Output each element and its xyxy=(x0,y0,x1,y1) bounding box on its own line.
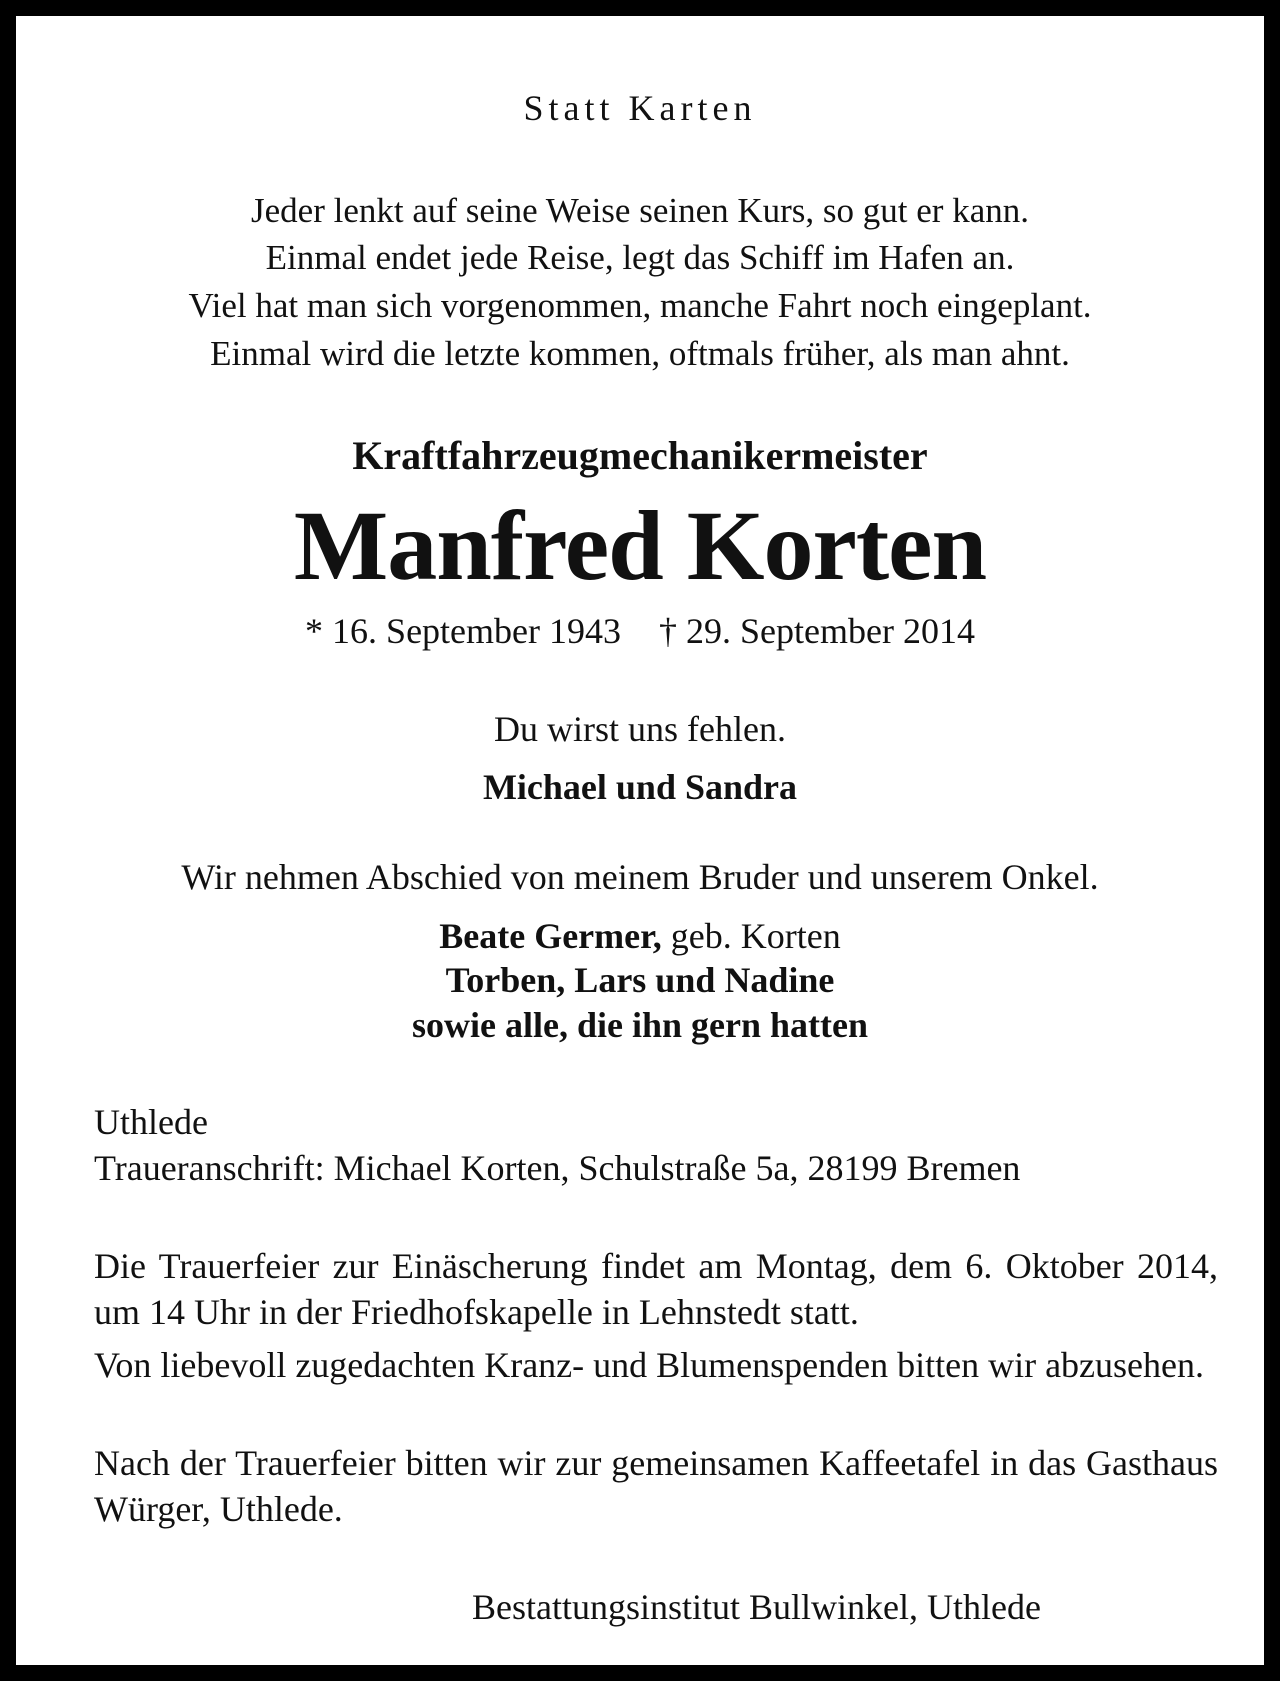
town: Uthlede xyxy=(94,1102,208,1142)
mourners-2-line-1 xyxy=(16,918,1264,954)
mourning-address: Traueranschrift: Michael Korten, Schulstraße 5a, 28199 Bremen xyxy=(94,1148,1021,1188)
address-block xyxy=(94,1099,1218,1191)
mourners-2-line-3: sowie alle, die ihn gern hatten xyxy=(412,1005,868,1045)
poem-line-4: Einmal wird die letzte kommen, oftmals früher, als man ahnt. xyxy=(210,334,1070,373)
deceased-name: Manfred Korten xyxy=(293,490,987,601)
mourner-maiden-name: geb. Korten xyxy=(661,916,841,956)
poem-line-3: Viel hat man sich vorgenommen, manche Fahrt noch eingeplant. xyxy=(188,286,1092,325)
birth-date: * 16. September 1943 xyxy=(305,611,621,651)
life-dates xyxy=(16,613,1264,649)
poem-line-2: Einmal endet jede Reise, legt das Schiff im Hafen an. xyxy=(265,238,1015,277)
mourners-1-names: Michael und Sandra xyxy=(482,767,798,807)
flowers-notice: Von liebevoll zugedachten Kranz- und Blumenspenden bitten wir abzusehen. xyxy=(94,1345,1205,1385)
undertaker: Bestattungsinstitut Bullwinkel, Uthlede xyxy=(472,1587,1041,1627)
death-date: † 29. September 2014 xyxy=(659,611,975,651)
mourners-1-message: Du wirst uns fehlen. xyxy=(494,709,786,749)
ceremony-notice: Die Trauerfeier zur Einäscherung findet am Montag, dem 6. Oktober 2014, um 14 Uhr in der Friedhofskapelle in Lehnstedt statt. xyxy=(94,1246,1218,1332)
mourners-2-message: Wir nehmen Abschied von meinem Bruder und unserem Onkel. xyxy=(181,857,1099,897)
coffee-notice: Nach der Trauerfeier bitten wir zur gemeinsamen Kaffeetafel in das Gasthaus Würger, Uthlede. xyxy=(94,1443,1218,1529)
deceased-profession: Kraftfahrzeugmechanikermeister xyxy=(352,433,928,478)
poem-line-1: Jeder lenkt auf seine Weise seinen Kurs, so gut er kann. xyxy=(251,191,1029,230)
header-statt-karten: Statt Karten xyxy=(523,88,757,128)
mourner-name: Beate Germer, xyxy=(439,916,662,956)
mourners-2-line-2: Torben, Lars und Nadine xyxy=(445,960,835,1000)
